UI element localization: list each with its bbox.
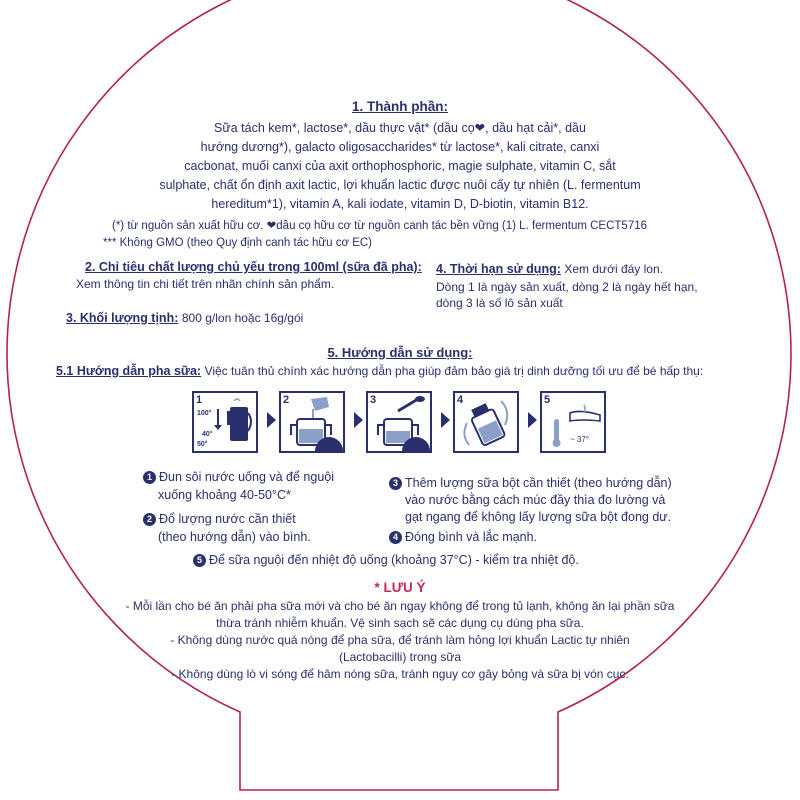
section4-text-2: Dòng 1 là ngày sản xuất, dòng 2 là ngày hết hạn,	[436, 280, 698, 294]
section5-sub-line	[56, 362, 703, 381]
bottle-pour-icon	[281, 393, 343, 451]
section3-line	[66, 309, 303, 328]
step-5-temp: ~ 37°	[570, 435, 589, 444]
section4-line-1	[436, 260, 663, 279]
step-3-number: 3	[370, 394, 377, 406]
arrow-1	[267, 412, 276, 428]
instruction-2	[143, 510, 296, 529]
badge-4: 4	[389, 531, 402, 544]
step-2-number: 2	[283, 394, 290, 406]
note-line-1: - Mỗi lần cho bé ăn phải pha sữa mới và cho bé ăn ngay không để trong tủ lạnh, không ăn lại phần sữa	[125, 599, 675, 613]
section4-title: 4. Thời hạn sử dụng:	[436, 262, 561, 276]
note-line-4: (Lactobacilli) trong sữa	[338, 650, 462, 664]
instruction-5	[193, 551, 579, 570]
ingredients-line-3: cacbonat, muối canxi của axit orthophosphoric, magie sulphate, vitamin C, sắt	[184, 159, 616, 173]
section5-sub-text: Việc tuân thủ chính xác hướng dẫn pha giúp đảm bảo giá trị dinh dưỡng tối ưu để bé hấp thụ:	[204, 364, 704, 378]
section3-title: 3. Khối lượng tịnh:	[66, 311, 179, 325]
step-5-number: 5	[544, 394, 551, 406]
instruction-2-line-2: (theo hướng dẫn) vào bình.	[158, 530, 311, 544]
organic-note-b: dầu cọ hữu cơ từ nguồn canh tác bền vững (1) L. fermentum CECT5716	[276, 220, 648, 232]
step-1-temp-high: 100°	[197, 410, 212, 417]
ingredients-line-2: hướng dương*), galacto oligosaccharides* từ lactose*, kali citrate, canxi	[200, 140, 600, 154]
step-1-panel	[192, 391, 258, 453]
shake-bottle-icon	[455, 393, 517, 451]
note-title: * LƯU Ý	[374, 580, 426, 595]
step-4-panel	[453, 391, 519, 453]
section2-text: Xem thông tin chi tiết trên nhãn chính sản phẩm.	[76, 277, 335, 291]
note-line-2: thừa tránh nhiễm khuẩn. Vệ sinh sạch sẽ các dụng cụ dùng pha sữa.	[216, 616, 584, 630]
instruction-2-line-1: Đổ lượng nước cần thiết	[159, 512, 296, 526]
heart-icon: ❤	[474, 121, 486, 135]
step-1-temp-low: 50°	[197, 441, 208, 448]
arrow-4	[528, 412, 537, 428]
ingredients-line-1a: Sữa tách kem*, lactose*, dầu thực vật* (dầu cọ	[214, 121, 475, 135]
arrow-2	[354, 412, 363, 428]
ingredients-line-4: sulphate, chất ổn định axit lactic, lợi khuẩn lactic được nuôi cấy tự nhiên (L. fermentum	[159, 178, 641, 192]
instruction-1-line-1: Đun sôi nước uống và để nguội	[159, 470, 335, 484]
organic-note-a: (*) từ nguồn sản xuất hữu cơ.	[112, 220, 264, 232]
step-5-panel	[540, 391, 606, 453]
step-2-panel	[279, 391, 345, 453]
instruction-3-line-3: gạt ngang để không lấy lượng sữa bột đong dư.	[405, 510, 672, 524]
badge-5: 5	[193, 554, 206, 567]
section5-title: 5. Hướng dẫn sử dụng:	[327, 345, 473, 360]
gmo-note: *** Không GMO (theo Quy định canh tác hữu cơ EC)	[103, 237, 373, 249]
badge-2: 2	[143, 513, 156, 526]
scoop-icon	[368, 393, 430, 451]
note-line-5: - Không dùng lò vi sóng để hâm nóng sữa, tránh nguy cơ gây bỏng và sữa bị vón cục.	[171, 667, 629, 681]
instruction-1-line-2: xuống khoảng 40-50°C*	[158, 488, 291, 502]
heart-icon-note: ❤	[266, 220, 277, 232]
step-3-panel	[366, 391, 432, 453]
badge-1: 1	[143, 471, 156, 484]
instruction-4	[389, 528, 537, 547]
ingredients-line-1	[0, 119, 800, 138]
step-4-number: 4	[457, 394, 464, 406]
ingredients-line-1b: , dầu hạt cải*, dầu	[485, 121, 586, 135]
step-1-number: 1	[196, 394, 203, 406]
instruction-3-line-1: Thêm lượng sữa bột cần thiết (theo hướng dẫn)	[405, 476, 672, 490]
section4-text-1: Xem dưới đáy lon.	[564, 262, 663, 276]
instruction-3-line-2: vào nước bằng cách múc đầy thìa đo lường và	[405, 493, 666, 507]
badge-3: 3	[389, 477, 402, 490]
section5-sub-title: 5.1 Hướng dẫn pha sữa:	[56, 364, 202, 378]
section1-title: 1. Thành phần:	[352, 99, 448, 114]
section3-text: 800 g/lon hoặc 16g/gói	[181, 311, 304, 325]
section2-title: 2. Chỉ tiêu chất lượng chủ yếu trong 100ml (sữa đã pha):	[85, 260, 422, 274]
arrow-3	[441, 412, 450, 428]
instruction-4-line-1: Đóng bình và lắc mạnh.	[405, 530, 538, 544]
section4-text-3: dòng 3 là số lô sản xuất	[436, 296, 563, 310]
step-1-temp-mid: 40°	[202, 431, 213, 438]
ingredients-line-5: hereditum*1), vitamin A, kali iodate, vitamin D, D-biotin, vitamin B12.	[211, 197, 589, 211]
instruction-5-line-1: Để sữa nguội đến nhiệt độ uống (khoảng 37°C) - kiểm tra nhiệt độ.	[209, 553, 579, 567]
instruction-1	[143, 468, 334, 487]
note-line-3: - Không dùng nước quá nóng để pha sữa, để tránh làm hỏng lợi khuẩn Lactic tự nhiên	[170, 633, 630, 647]
